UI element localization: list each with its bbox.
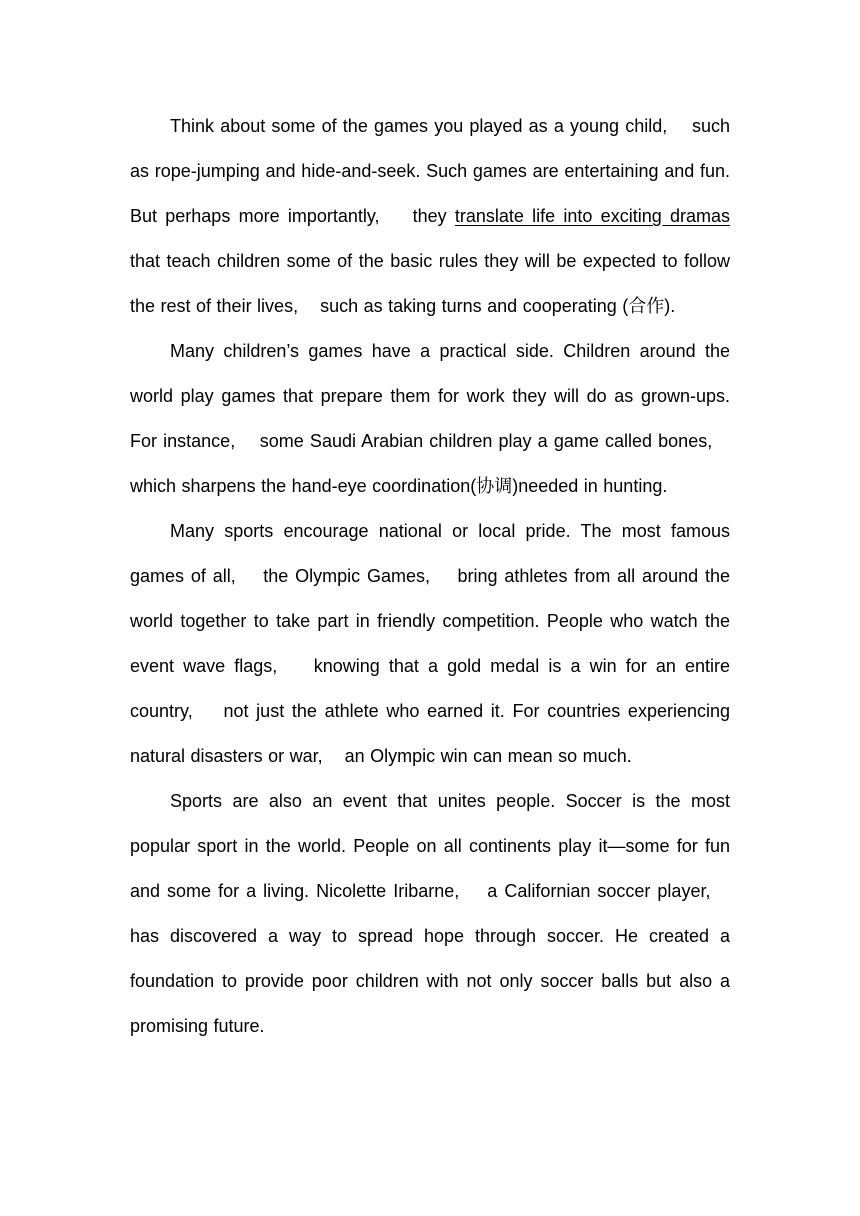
- paragraph-1-text-end: that teach children some of the basic rules they will be expected to follow the rest of their lives, such as taking turns and cooperating (合作).: [130, 251, 730, 316]
- paragraph-national-pride: Many sports encourage national or local pride. The most famous games of all, the Olympic Games, bring athletes from all around the world together to take part in friendly competition. People who watch the event wave flags, knowing that a gold medal is a win for an entire country, not just the athlete who earned it. For countries experiencing natural disasters or war, an Olympic win can mean so much.: [130, 521, 730, 766]
- paragraph-unites-people: Sports are also an event that unites people. Soccer is the most popular sport in the world. People on all continents play it—some for fun and some for a living. Nicolette Iribarne, a Californian soccer player, has discovered a way to spread hope through soccer. He created a foundation to provide poor children with not only soccer balls but also a promising future.: [130, 791, 730, 1036]
- paragraph-practical-side: Many children’s games have a practical side. Children around the world play games that prepare them for work they will do as grown-ups. For instance, some Saudi Arabian children play a game called bones, which sharpens the hand-eye coordination(协调)needed in hunting.: [130, 341, 730, 496]
- paragraph-children-games: [130, 104, 730, 329]
- document-page: [130, 104, 730, 1049]
- underlined-phrase: translate life into exciting dramas: [454, 206, 730, 226]
- paragraph-1-text-start: Think about some of the games you played as a young child, such as rope-jumping and hide-and-seek. Such games are entertaining and fun. But perhaps more importantly, they: [130, 116, 730, 226]
